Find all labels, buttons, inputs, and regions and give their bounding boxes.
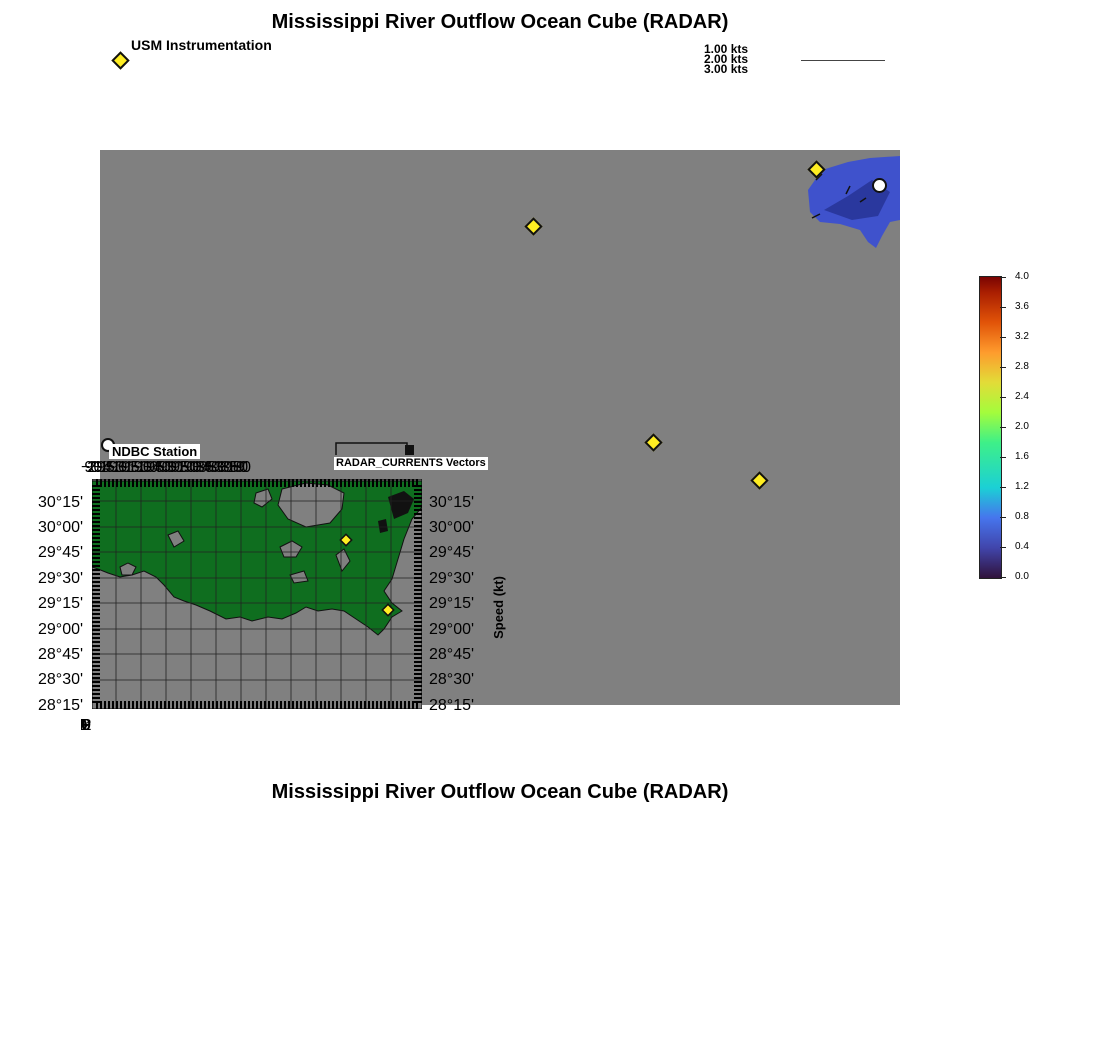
speed-scale-2: 2.00 kts (704, 52, 749, 66)
lat-tick: 30°15' (38, 494, 84, 511)
usm-legend-label: USM Instrumentation (131, 37, 272, 53)
colorbar-tick: 4.0 (1015, 271, 1029, 282)
colorbar-tick: 1.6 (1015, 451, 1029, 462)
map-title: Mississippi River Outflow Ocean Cube (RADAR) (271, 11, 729, 33)
inset-lon-ticks-bottom (81, 717, 446, 735)
usm-legend-marker (111, 51, 129, 69)
lat-tick: 29°00' (38, 621, 84, 638)
vectors-legend-label: RADAR_CURRENTS Vectors (336, 457, 486, 469)
lat-tick: 28°15' (38, 697, 84, 714)
speed-scale-3: 3.00 kts (704, 62, 749, 76)
lat-tick: 28°45' (429, 646, 475, 663)
inset-locator-map[interactable] (92, 479, 422, 709)
lat-tick: 28°45' (38, 646, 84, 663)
speed-axis-label: Speed (kt) (490, 576, 506, 639)
lat-tick: 28°30' (38, 671, 84, 688)
speed-colorbar (979, 276, 1002, 579)
vector-speed-scale (704, 44, 748, 74)
ndbc-station-marker[interactable] (872, 178, 887, 193)
colorbar-tick: 2.0 (1015, 421, 1029, 432)
ndbc-legend-label: NDBC Station (109, 444, 200, 459)
colorbar-tick: 0.0 (1015, 571, 1029, 582)
lat-tick: 29°30' (429, 570, 475, 587)
speed-scale-1: 1.00 kts (704, 42, 749, 56)
lat-tick: 29°00' (429, 621, 475, 638)
lat-tick: 30°00' (38, 519, 84, 536)
lat-tick: 28°15' (429, 697, 475, 714)
map-title-bottom: Mississippi River Outflow Ocean Cube (RADAR) (271, 781, 729, 803)
lat-tick: 28°30' (429, 671, 475, 688)
colorbar-tick: 2.8 (1015, 361, 1029, 372)
inset-lon-ticks-top: −92°00'−91°45'−91°30'−91°15'−91°00'−90°45'−90°30'−90°15'−90°00'−89°45'−89°30'−89°15'−89°00' (81, 459, 243, 476)
lat-tick: 29°15' (429, 595, 475, 612)
lat-tick: 30°00' (429, 519, 475, 536)
lat-tick: 29°30' (38, 570, 84, 587)
colorbar-tick: 1.2 (1015, 481, 1029, 492)
colorbar-tick: 3.2 (1015, 331, 1029, 342)
colorbar-tick: 0.8 (1015, 511, 1029, 522)
colorbar-tick: 0.4 (1015, 541, 1029, 552)
lat-tick: 29°15' (38, 595, 84, 612)
speed-scale-line (801, 60, 885, 61)
vector-legend-icon (335, 441, 420, 456)
lat-tick: 29°45' (429, 544, 475, 561)
colorbar-tick: 3.6 (1015, 301, 1029, 312)
lat-tick: 30°15' (429, 494, 475, 511)
lat-tick: 29°45' (38, 544, 84, 561)
colorbar-tick: 2.4 (1015, 391, 1029, 402)
